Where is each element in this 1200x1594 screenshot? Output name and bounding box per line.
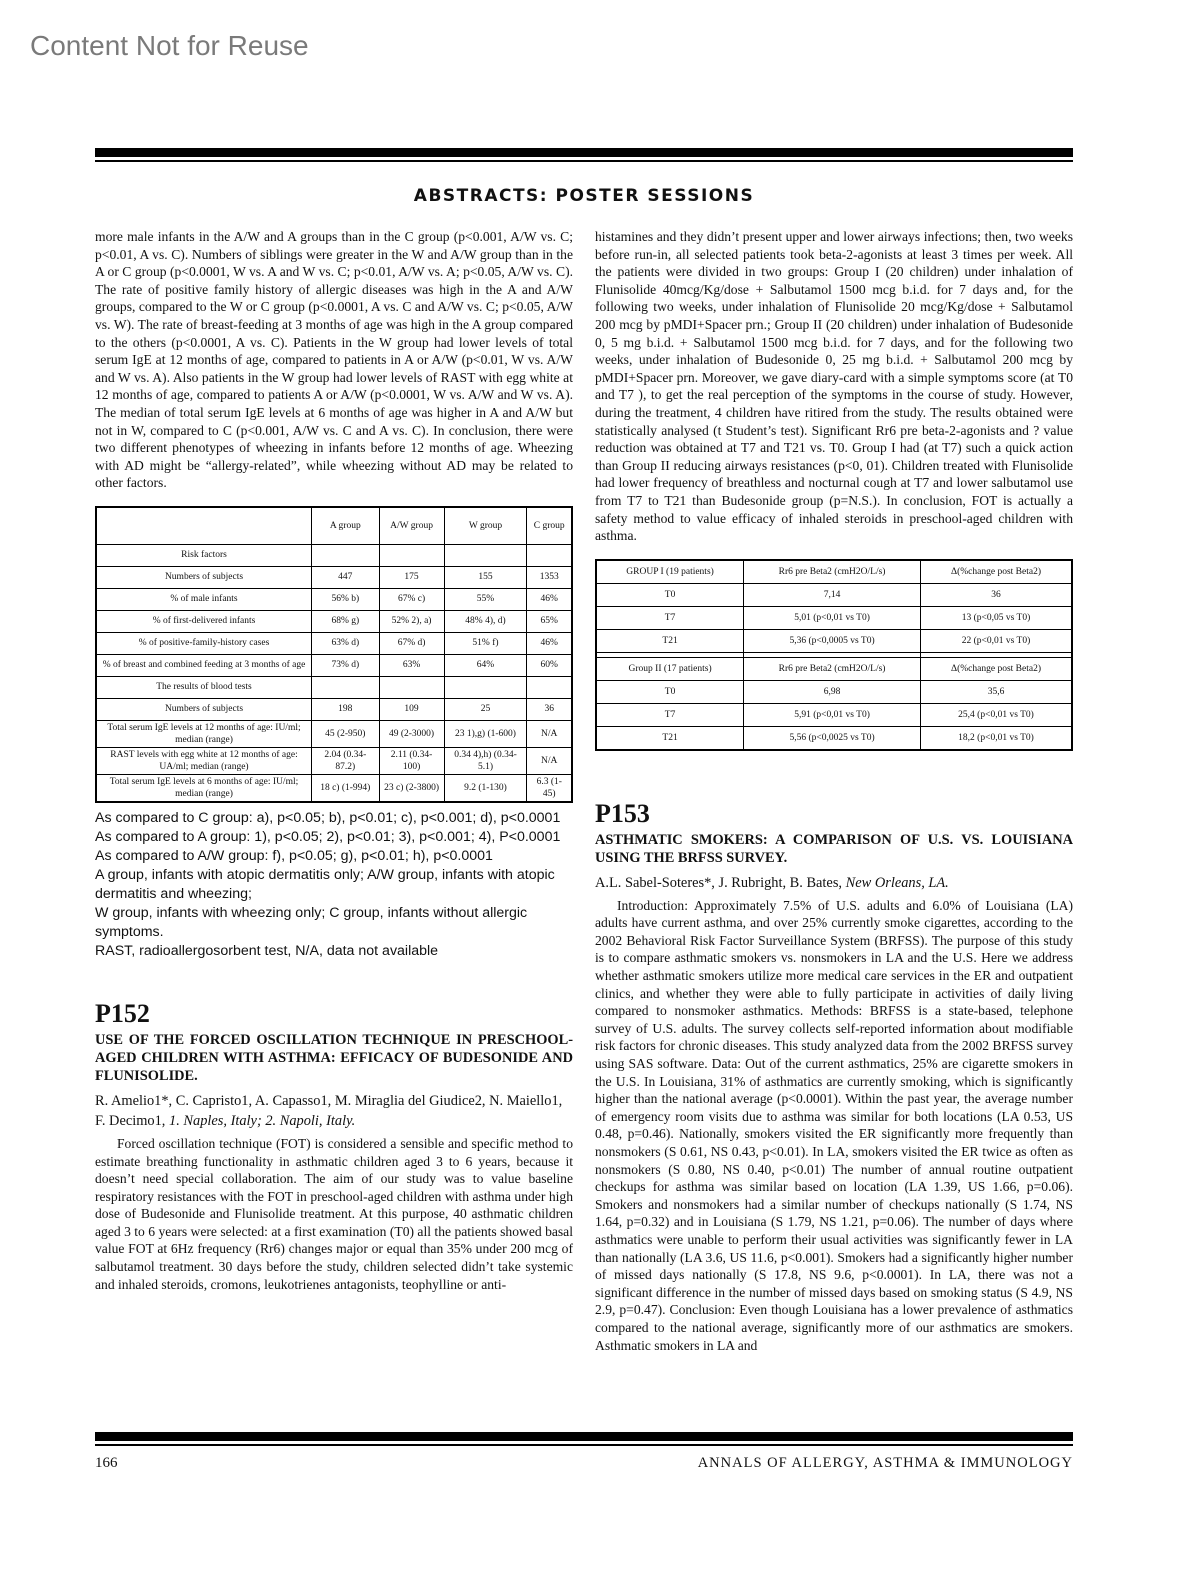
- table-cell: [444, 676, 527, 698]
- table-cell: 23 c) (2-3800): [379, 774, 444, 802]
- author-list: R. Amelio1*, C. Capristo1, A. Capasso1, M. Miraglia del Giudice2, N. Maiello1, F. Decimo1,: [95, 1092, 563, 1129]
- table-cell: % of first-delivered infants: [96, 610, 312, 632]
- abstract-p153: [595, 799, 1073, 1354]
- abstract-p152: [95, 999, 573, 1293]
- table-cell: 22 (p<0,01 vs T0): [921, 629, 1073, 652]
- table-cell: 18,2 (p<0,01 vs T0): [921, 726, 1073, 750]
- table-cell: [527, 544, 572, 566]
- table-header-row: [96, 507, 572, 545]
- table-cell: T0: [596, 583, 744, 606]
- table-cell: 64%: [444, 654, 527, 676]
- table-cell: 6,98: [744, 680, 921, 703]
- journal-name: ANNALS OF ALLERGY, ASTHMA & IMMUNOLOGY: [697, 1455, 1073, 1471]
- table-cell: 63%: [379, 654, 444, 676]
- continuation-text: more male infants in the A/W and A groups than in the C group (p<0.001, A/W vs. C; p<0.01, A vs. C). Numbers of siblings were greater in the W and A/W group than in the A or C group (p<0.0001, W vs. A and W vs. C; p<0.01, A/W vs. A; p<0.05, A/W vs. C). The rate of positive family history of allergic diseases was high in the A and A/W groups, compared to the W or C group (p<0.0001, A vs. C and A/W vs. C; p<0.05, A/W vs. W). The rate of breast-feeding at 3 months of age was high in the A group compared to the others (p<0.0001, A vs. C). Patients in the W group had lower levels of total serum IgE at 12 months of age, compared to patients in A or A/W (p<0.01, W vs. A/W and W vs. A). Also patients in the W group had lower levels of RAST with egg white at 12 months of age, compared to patients A or A/W (p<0.0001, W vs. A/W and W vs. A). The median of total serum IgE levels at 6 months of age was higher in A and A/W but not in W, compared to C (p<0.001, A/W vs. C and A vs. C). In conclusion, there were two different phenotypes of wheezing in infants before 12 months of age. Wheezing with AD might be “allergy-related”, while wheezing without AD may be related to other factors.: [95, 229, 573, 491]
- table-row: [596, 703, 1072, 726]
- table-cell: 5,56 (p<0,0025 vs T0): [744, 726, 921, 750]
- table-row: [96, 610, 572, 632]
- table-cell: 49 (2-3000): [379, 720, 444, 747]
- table-cell: 73% d): [312, 654, 380, 676]
- abstract-body: Introduction: Approximately 7.5% of U.S. adults and 6.0% of Louisiana (LA) adults have current asthma, and over 25% currently smoke cigarettes, according to the 2002 Behavioral Risk Factor Surveillance System (BRFSS). The purpose of this study is to compare asthmatic smokers vs. nonsmokers in LA and the U.S. Here we address whether asthmatic smokers utilize more medical care services in the ER and outpatient clinics, and whether they were able to fully participate in activities of daily living compared to nonsmoker asthmatics. Methods: BRFSS is a state-based, telephone survey of U.S. adults. The survey collects self-reported information about modifiable risk factors for chronic diseases. This study analyzed data from the 2002 BRFSS survey using SAS software. Data: Out of the current asthmatics, 25% are cigarette smokers in the U.S. In Louisiana, 31% of asthmatics are currently smoking, which is significantly higher than the national average (p<0.0001). Within the past year, the average number of emergency room visits due to asthma was similar for both locations (LA 0.53, US 0.48, p=0.46). Nationally, smokers visited the ER significantly more frequently than nonsmokers (S 0.61, NS 0.43, p<0.01). In LA, smokers visited the ER twice as often as nonsmokers (S 0.80, NS 0.40, p<0.01) The number of annual routine outpatient checkups for asthma was similar based on location (LA 1.39, US 1.66, p=0.06). Smokers and nonsmokers had a similar number of checkups nationally (S 1.74, NS 1.64, p=0.32) and in Louisiana (S 1.79, NS 1.21, p=0.06). The number of days where asthmatics were unable to perform their usual activities was significantly fewer in LA than nationally (LA 3.6, US 11.6, p<0.001). Smokers had a significantly higher number of missed days nationally (S 17.8, NS 9.6, p<0.0001). In LA, there was not a significant difference in the number of missed days based on smoking status (S 4.9, NS 2.9, p=0.47). Conclusion: Even though Louisiana has a lower prevalence of asthmatics compared to the national average, significantly more of our asthmatics are smokers. Asthmatic smokers in LA and: [595, 897, 1073, 1353]
- table-cell: 68% g): [312, 610, 380, 632]
- table-cell: 46%: [527, 632, 572, 654]
- table-row: [96, 720, 572, 747]
- table-cell: % of positive-family-history cases: [96, 632, 312, 654]
- table-cell: Δ(%change post Beta2): [921, 657, 1073, 680]
- table-cell: N/A: [527, 720, 572, 747]
- abstract-body: Forced oscillation technique (FOT) is considered a sensible and specific method to estimate breathing functionality in asthmatic children aged 3 to 6 years, because it doesn’t need special collaboration. The aim of our study was to value baseline respiratory resistances with the FOT in preschool-aged children with asthma under high dose of Budesonide and Flunisolide treatment. At this purpose, 40 asthmatic children aged 3 to 6 years were selected: at a first examination (T0) all the patients showed basal value FOT at 6Hz frequency (Rr6) changes major or equal than 35% under 200 mcg of salbutamol treatment. 30 days before the study, children selected didn’t take systemic and inhaled steroids, cromons, leukotrienes antagonists, teophylline or anti-: [95, 1135, 573, 1292]
- affiliation: 1. Naples, Italy; 2. Napoli, Italy.: [169, 1112, 356, 1129]
- table-cell: 198: [312, 698, 380, 720]
- note-line: As compared to A/W group: f), p<0.05; g), p<0.01; h), p<0.0001: [95, 847, 493, 864]
- table-cell: [379, 676, 444, 698]
- table-row: [96, 774, 572, 802]
- abstract-id: P153: [595, 798, 650, 828]
- table-cell: 46%: [527, 588, 572, 610]
- table-cell: [379, 544, 444, 566]
- table-cell: 67% d): [379, 632, 444, 654]
- table-cell: 35,6: [921, 680, 1073, 703]
- table-cell: % of male infants: [96, 588, 312, 610]
- footer-rule-thick: [95, 1432, 1073, 1441]
- table-cell: [312, 676, 380, 698]
- table-cell: [312, 544, 380, 566]
- table-cell: 7,14: [744, 583, 921, 606]
- table-cell: T21: [596, 629, 744, 652]
- table-cell: 6.3 (1-45): [527, 774, 572, 802]
- right-column: [595, 228, 1073, 1354]
- table-row: [596, 629, 1072, 652]
- table-row: [96, 747, 572, 774]
- note-line: RAST, radioallergosorbent test, N/A, data not available: [95, 942, 439, 959]
- table-cell: T0: [596, 680, 744, 703]
- table-cell: The results of blood tests: [96, 676, 312, 698]
- table-cell: 109: [379, 698, 444, 720]
- table-row: [596, 680, 1072, 703]
- table-cell: 1353: [527, 566, 572, 588]
- table-cell: 36: [527, 698, 572, 720]
- table-cell: 447: [312, 566, 380, 588]
- table-cell: T7: [596, 606, 744, 629]
- table-cell: 25: [444, 698, 527, 720]
- section-title: ABSTRACTS: POSTER SESSIONS: [413, 186, 755, 206]
- table-cell: 13 (p<0,05 vs T0): [921, 606, 1073, 629]
- table-notes: [95, 809, 573, 961]
- table-cell: % of breast and combined feeding at 3 months of age: [96, 654, 312, 676]
- table-cell: Total serum IgE levels at 12 months of age: IU/ml; median (range): [96, 720, 312, 747]
- header-rule-thin: [95, 160, 1073, 162]
- table-cell: 55%: [444, 588, 527, 610]
- table-cell: T21: [596, 726, 744, 750]
- table-cell: Numbers of subjects: [96, 698, 312, 720]
- note-line: W group, infants with wheezing only; C group, infants without allergic symptoms.: [95, 904, 528, 940]
- table-cell: 9.2 (1-130): [444, 774, 527, 802]
- table-cell: 67% c): [379, 588, 444, 610]
- table-cell: 36: [921, 583, 1073, 606]
- table-cell: Risk factors: [96, 544, 312, 566]
- header-rule-thick: [95, 148, 1073, 157]
- fot-results-table: [595, 559, 1073, 751]
- left-column: [95, 228, 573, 1293]
- table-cell: 18 c) (1-994): [312, 774, 380, 802]
- table-cell: 155: [444, 566, 527, 588]
- table-cell: 45 (2-950): [312, 720, 380, 747]
- table-cell: 23 1),g) (1-600): [444, 720, 527, 747]
- table-cell: 25,4 (p<0,01 vs T0): [921, 703, 1073, 726]
- table-cell: 0.34 4),h) (0.34-5.1): [444, 747, 527, 774]
- table-cell: C group: [527, 507, 572, 545]
- table-row: [96, 544, 572, 566]
- table-cell: 5,01 (p<0,01 vs T0): [744, 606, 921, 629]
- table-cell: Rr6 pre Beta2 (cmH2O/L/s): [744, 657, 921, 680]
- abstract-title: USE OF THE FORCED OSCILLATION TECHNIQUE IN PRESCHOOL-AGED CHILDREN WITH ASTHMA: EFFICACY OF BUDESONIDE AND FLUNISOLIDE.: [95, 1031, 573, 1084]
- table-cell: [444, 544, 527, 566]
- table-row: [96, 632, 572, 654]
- table-cell: 2.04 (0.34-87.2): [312, 747, 380, 774]
- table-row: [596, 606, 1072, 629]
- page-number: 166: [95, 1455, 118, 1471]
- table-cell: 60%: [527, 654, 572, 676]
- table-cell: 5,36 (p<0,0005 vs T0): [744, 629, 921, 652]
- table-cell: [527, 676, 572, 698]
- table-cell: RAST levels with egg white at 12 months of age: UA/ml; median (range): [96, 747, 312, 774]
- table-row: [96, 654, 572, 676]
- table-cell: Numbers of subjects: [96, 566, 312, 588]
- continuation-text: histamines and they didn’t present upper and lower airways infections; then, two weeks before run-in, all selected patients took beta-2-agonists at least 3 times per week. All the patients were divided in two groups: Group I (20 children) under inhalation of Flunisolide 40mcg/Kg/dose + Salbutamol 1500 mcg b.i.d. for 7 days and, for the following two weeks, under inhalation of Flunisolide 20 mcg/Kg/dose + Salbutamol 200 mcg by pMDI+Spacer prn.; Group II (20 children) under inhalation of Budesonide 0, 5 mg b.i.d. + Salbutamol 1500 mcg b.i.d. for 7 days, and for the following two weeks, under inhalation of Budesonide 0, 25 mg b.i.d. + Salbutamol 200 mcg by pMDI+Spacer prn. Moreover, we gave diary-card with a simple symptoms score (at T0 and T7 ), to get the real perception of the symptoms in the course of study. However, during the treatment, 4 children have ritired from the study. The results obtained were statistically analysed (t Student’s test). Significant Rr6 pre beta-2-agonists and ? value reduction was obtained at T7 and T21 vs. T0. Group I had (at T7) such a quick action than Group II reducing airways resistances (p<0, 01). Children treated with Flunisolide had lower frequency of breathless and nocturnal cough at T7 and lower salbutamol use from T7 to T21 than Budesonide group (p=N.S.). In conclusion, FOT is actually a safety method to value efficacy of inhaled steroids in preschool-aged children with asthma.: [595, 229, 1073, 544]
- table-cell: 51% f): [444, 632, 527, 654]
- author-list: A.L. Sabel-Soteres*, J. Rubright, B. Bates,: [595, 874, 843, 891]
- table-cell: Group II (17 patients): [596, 657, 744, 680]
- abstract-authors: [595, 873, 1073, 893]
- table-cell: 65%: [527, 610, 572, 632]
- abstract-title: ASTHMATIC SMOKERS: A COMPARISON OF U.S. VS. LOUISIANA USING THE BRFSS SURVEY.: [595, 831, 1073, 866]
- table-cell: 48% 4), d): [444, 610, 527, 632]
- footer-rule-thin: [95, 1444, 1073, 1446]
- table-cell: [96, 507, 312, 545]
- affiliation: New Orleans, LA.: [845, 874, 949, 891]
- table-cell: W group: [444, 507, 527, 545]
- table-cell: T7: [596, 703, 744, 726]
- table-cell: A group: [312, 507, 380, 545]
- table-row: [596, 583, 1072, 606]
- table-row: [96, 566, 572, 588]
- note-line: As compared to A group: 1), p<0.05; 2), p<0.01; 3), p<0.001; 4), P<0.0001: [95, 828, 561, 845]
- table-cell: GROUP I (19 patients): [596, 560, 744, 584]
- table-header-row: [596, 560, 1072, 584]
- note-line: As compared to C group: a), p<0.05; b), p<0.01; c), p<0.001; d), p<0.0001: [95, 809, 561, 826]
- table-cell: 56% b): [312, 588, 380, 610]
- table-cell: 63% d): [312, 632, 380, 654]
- table-cell: 5,91 (p<0,01 vs T0): [744, 703, 921, 726]
- table-row: [96, 698, 572, 720]
- risk-factors-table: [95, 506, 573, 803]
- table-cell: Total serum IgE levels at 6 months of age: IU/ml; median (range): [96, 774, 312, 802]
- table-row: [596, 726, 1072, 750]
- table-cell: Rr6 pre Beta2 (cmH2O/L/s): [744, 560, 921, 584]
- table-cell: 175: [379, 566, 444, 588]
- abstract-authors: [95, 1091, 573, 1131]
- table-cell: A/W group: [379, 507, 444, 545]
- table-cell: 2.11 (0.34-100): [379, 747, 444, 774]
- table-header-row: [596, 657, 1072, 680]
- watermark: Content Not for Reuse: [30, 30, 309, 61]
- table-cell: 52% 2), a): [379, 610, 444, 632]
- table-cell: N/A: [527, 747, 572, 774]
- table-row: [96, 676, 572, 698]
- note-line: A group, infants with atopic dermatitis only; A/W group, infants with atopic dermatitis and wheezing;: [95, 866, 555, 902]
- abstract-id: P152: [95, 998, 150, 1028]
- table-cell: Δ(%change post Beta2): [921, 560, 1073, 584]
- table-row: [96, 588, 572, 610]
